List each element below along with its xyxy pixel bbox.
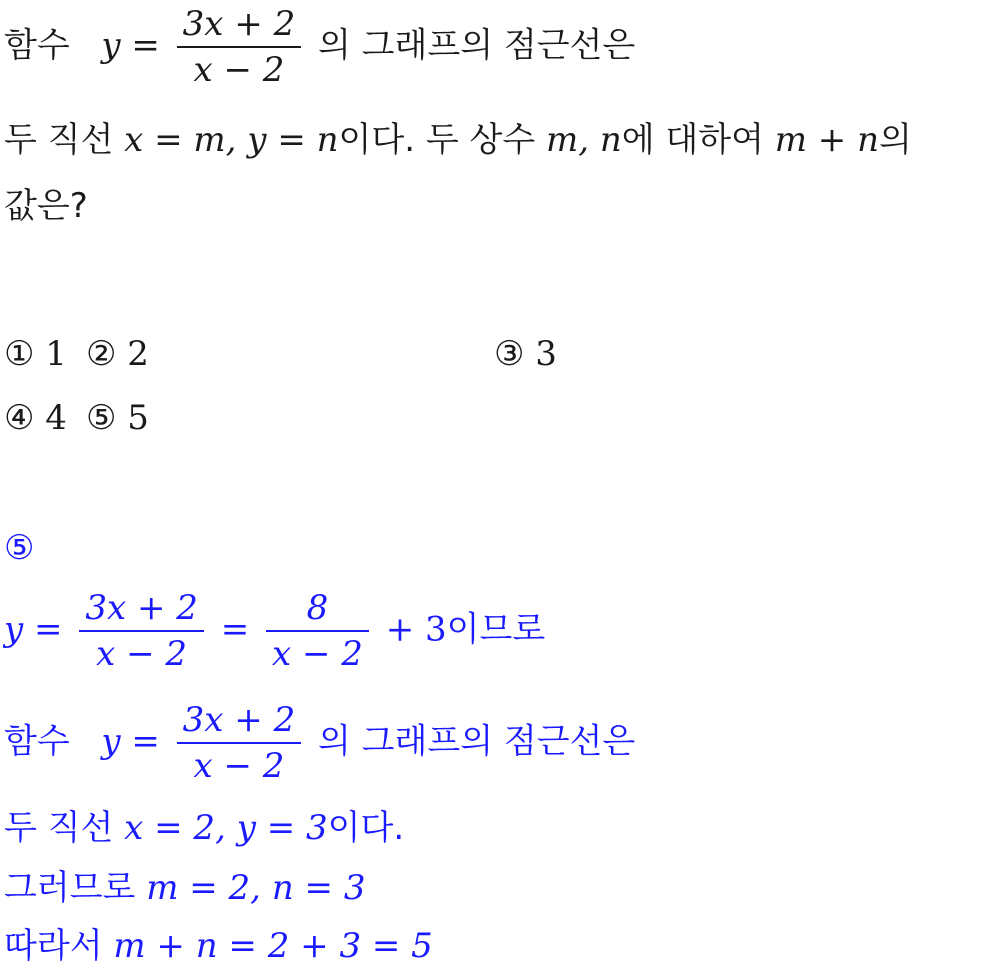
choice-5-value: 5 [127, 398, 149, 438]
choice-2-marker: ② [86, 334, 117, 374]
choice-3-value: 3 [535, 334, 557, 374]
question-suffix: 의 그래프의 점근선은 [318, 25, 636, 66]
choice-1-marker: ① [4, 334, 35, 374]
choice-5[interactable] [86, 398, 149, 438]
choice-2-value: 2 [127, 334, 149, 374]
question-eq-y: y = n [247, 120, 339, 160]
choice-4[interactable] [4, 398, 67, 438]
solution-asym-eq2: y = 3 [236, 808, 328, 848]
question-fraction-denominator: x − 2 [193, 50, 285, 90]
question-line-2 [4, 120, 912, 160]
solution-fraction-1-numerator: 3x + 2 [79, 588, 204, 632]
solution-fraction-1 [79, 588, 204, 674]
solution-asym-prefix: 두 직선 [4, 808, 114, 848]
solution-eq-lhs: y = [4, 609, 63, 650]
choice-3-marker: ③ [494, 334, 525, 374]
question-text-part4: 의 [879, 120, 912, 160]
solution-func-lhs: y = [101, 721, 160, 762]
choice-3[interactable] [494, 334, 557, 374]
solution-final-expr: m + n = 2 + 3 = 5 [113, 926, 433, 966]
question-fraction [177, 4, 302, 90]
choice-1[interactable] [4, 334, 67, 374]
solution-therefore-line [4, 868, 365, 908]
solution-eq-sign: = [220, 609, 250, 650]
question-prefix: 함수 [4, 25, 70, 66]
solution-func-prefix: 함수 [4, 721, 70, 762]
choice-2[interactable] [86, 334, 149, 374]
question-expr: m + n [774, 120, 879, 160]
solution-eq-plus: + 3 [385, 609, 447, 650]
solution-func-fraction-denominator: x − 2 [193, 746, 285, 786]
solution-func-fraction [177, 700, 302, 786]
solution-answer: ⑤ [4, 528, 35, 568]
question-lhs: y = [101, 25, 160, 66]
question-text-part2: 이다. 두 상수 [338, 120, 536, 160]
question-text-part1: 두 직선 [4, 120, 114, 160]
solution-fraction-1-denominator: x − 2 [96, 634, 188, 674]
solution-fraction-2 [266, 588, 369, 674]
solution-final-prefix: 따라서 [4, 926, 103, 966]
solution-asymptote-line [4, 808, 404, 848]
solution-fraction-2-numerator: 8 [266, 588, 369, 632]
solution-func-fraction-numerator: 3x + 2 [177, 700, 302, 744]
question-fraction-numerator: 3x + 2 [177, 4, 302, 48]
solution-eq-suffix: 이므로 [446, 609, 546, 650]
choice-4-value: 4 [45, 398, 67, 438]
solution-therefore-eq1: m = 2, [146, 868, 261, 908]
solution-func-suffix: 의 그래프의 점근선은 [318, 721, 636, 762]
choice-4-marker: ④ [4, 398, 35, 438]
solution-final-line [4, 926, 433, 966]
question-line-1 [4, 4, 635, 90]
solution-fraction-2-denominator: x − 2 [272, 634, 363, 674]
choice-5-marker: ⑤ [86, 398, 117, 438]
question-line-3: 값은? [4, 186, 88, 226]
solution-function-line [4, 700, 635, 786]
question-text-part3: 에 대하여 [621, 120, 764, 160]
solution-therefore-prefix: 그러므로 [4, 868, 136, 908]
solution-asym-eq1: x = 2, [124, 808, 226, 848]
question-eq-x: x = m, [124, 120, 237, 160]
solution-therefore-eq2: n = 3 [271, 868, 366, 908]
choice-1-value: 1 [45, 334, 67, 374]
solution-equation-line [4, 588, 545, 674]
question-vars: m, n [545, 120, 622, 160]
solution-asym-suffix: 이다. [327, 808, 405, 848]
